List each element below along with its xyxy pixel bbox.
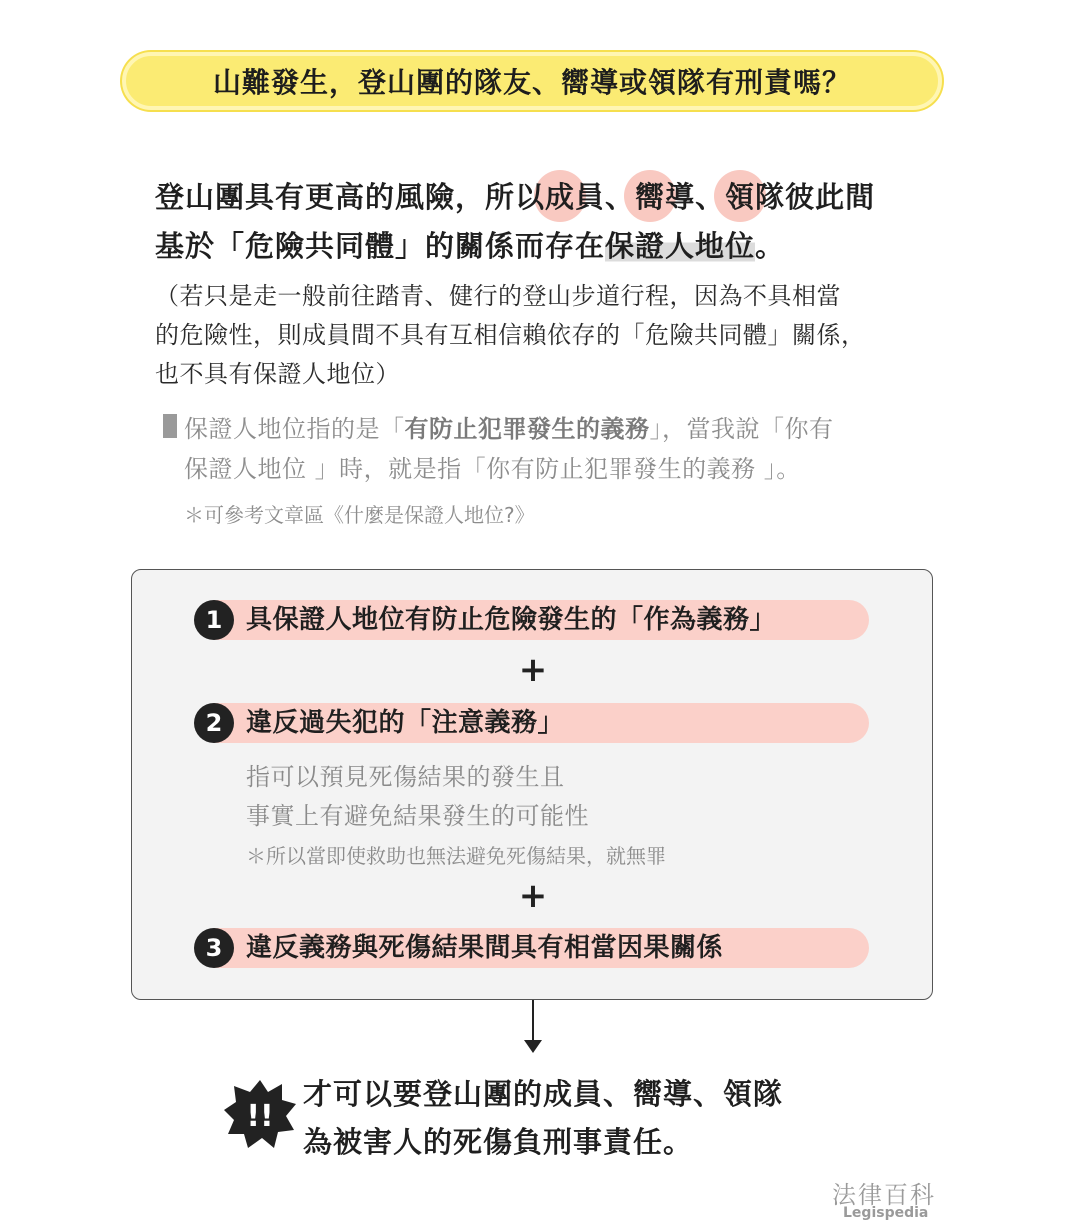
page-title: 山難發生，登山團的隊友、嚮導或領隊有刑責嗎？ bbox=[212, 66, 851, 99]
condition-text-1: 具保證人地位有防止危險發生的「作為義務」 bbox=[246, 605, 777, 635]
note-line-3: 也不具有保證人地位） bbox=[155, 360, 400, 388]
conclusion-line-2: 為被害人的死傷負刑事責任。 bbox=[303, 1125, 694, 1159]
explanation-line-1: 指可以預見死傷結果的發生且 bbox=[246, 763, 565, 791]
down-arrow-line bbox=[532, 1000, 534, 1044]
conclusion-line-1: 才可以要登山團的成員、嚮導、領隊 bbox=[303, 1077, 784, 1111]
condition-1 bbox=[196, 600, 869, 640]
condition-number-1: 1 bbox=[194, 600, 234, 640]
intro-text: 隊彼此間 bbox=[755, 180, 876, 214]
plus-sign: + bbox=[518, 650, 548, 690]
exclamation-burst-icon bbox=[222, 1078, 298, 1150]
down-arrow-icon bbox=[524, 1040, 542, 1053]
definition-bold: 有防止犯罪發生的義務 bbox=[404, 415, 650, 443]
definition-text: 保證人地位指的是「 bbox=[184, 415, 405, 443]
intro-text: 導、 bbox=[665, 180, 726, 214]
condition-text-3: 違反義務與死傷結果間具有相當因果關係 bbox=[246, 933, 724, 963]
definition-line-2: 保證人地位 」時，就是指「你有防止犯罪發生的義務 」。 bbox=[184, 455, 801, 483]
explanation-note: ＊所以當即使救助也無法避免死傷結果，就無罪 bbox=[246, 844, 666, 868]
condition-3 bbox=[196, 928, 869, 968]
highlight-dot-guide: 嚮 bbox=[635, 175, 665, 216]
note-line-2: 的危險性，則成員間不具有互相信賴依存的「危險共同體」關係， bbox=[155, 321, 866, 349]
definition-text: 」，當我說「你有 bbox=[649, 415, 834, 443]
highlight-dot-leader: 領 bbox=[725, 175, 755, 216]
reference-note: ＊可參考文章區《什麼是保證人地位?》 bbox=[184, 503, 535, 527]
plus-sign: + bbox=[518, 876, 548, 916]
intro-line-2 bbox=[155, 224, 785, 265]
intro-line-1 bbox=[155, 175, 875, 216]
definition-line-1 bbox=[184, 409, 834, 444]
intro-text: 基於「危險共同體」的關係而存在 bbox=[155, 229, 606, 263]
condition-2 bbox=[196, 703, 869, 743]
intro-text: 。 bbox=[755, 229, 786, 263]
brand-logo-en: Legispedia bbox=[843, 1205, 929, 1221]
intro-text: 登山團具有更高的風險，所以 bbox=[155, 180, 546, 214]
intro-text: 員、 bbox=[575, 180, 636, 214]
explanation-line-2: 事實上有避免結果發生的可能性 bbox=[246, 802, 589, 830]
condition-text-2: 違反過失犯的「注意義務」 bbox=[246, 708, 565, 738]
title-banner bbox=[122, 52, 942, 110]
condition-number-2: 2 bbox=[194, 703, 234, 743]
brand-logo-zh: 法律百科 bbox=[832, 1181, 936, 1209]
definition-bar bbox=[163, 414, 177, 438]
condition-number-3: 3 bbox=[194, 928, 234, 968]
highlight-guarantor-status: 保證人地位 bbox=[605, 229, 756, 263]
note-line-1: （若只是走一般前往踏青、健行的登山步道行程，因為不具相當 bbox=[155, 282, 841, 310]
exclamation-icon-text: !! bbox=[246, 1099, 274, 1134]
highlight-dot-member: 成 bbox=[545, 175, 575, 216]
